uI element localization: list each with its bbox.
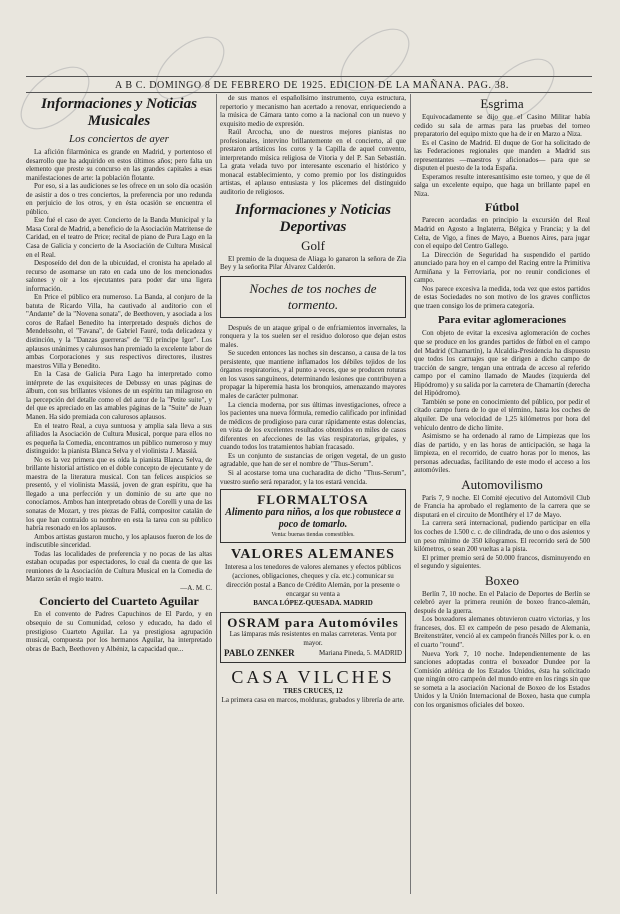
ad-body: Alimento para niños, a los que robustece a poco de tomarlo. [225, 507, 401, 531]
article-title-boxeo: Boxeo [485, 572, 519, 588]
ad-bank: BANCA LÓPEZ-QUESADA. MADRID [253, 599, 373, 608]
paragraph: de sus manos el españolísimo instrumento, cuya estructura, repertorio y mecanismo han acertado a renovar, enriqueciendo a la música de Cámara tanto como a la nacional con un nuevo y exquisito medio de expresión. [220, 94, 406, 128]
section-title-sports: Informaciones y Noticias Deportivas [235, 201, 391, 235]
paragraph: Raúl Arcocha, uno de nuestros mejores pianistas no profesionales, intervino brillantemente en el concierto, al que prestaron artísticos los coros y la Capilla de aquel convento, interpretando música religiosa de Vitoria y del P. San Sebastián. La grata velada tuvo por interesante escenario el histórico y monacal establecimiento, y como premio por los distinguidos artistas, el aplauso entusiasta y los plácemes del distinguido auditorio de religiosos. [220, 128, 406, 197]
paragraph: Si al acostarse toma una cucharadita de dicho "Thus-Serum", vuestro sueño será reparador, y la tos estará vencida. [220, 468, 406, 486]
header-rule-top [26, 76, 592, 77]
ad-brand: PABLO ZENKER [224, 648, 295, 659]
paragraph: Parecen acordadas en principio la excursión del Real Madrid en Agosto a Inglaterra, Bélgica y Francia; y la del Celta, de Vigo, a fines de Mayo, a Buenos Aires, para jugar con el equipo del Centro Gallego. [414, 216, 590, 251]
paragraph: En la Casa de Galicia Pura Lago ha interpretado como intérprete de las exquisiteces de Debussy en unas páginas de álbum, con sus brillantes visiones de un espíritu tan milagroso en la percepción del detalle como el del autor de la "Petite suite", y del que es apreciado en las amables páginas de la "Suite" de Juan Manen. Ha sido premiada con calurosos aplausos. [26, 370, 212, 421]
ad-casa-vilches [220, 667, 406, 705]
paragraph: En el convento de Padres Capuchinos de El Pardo, y en obsequio de su Comunidad, celoso y educado, ha dado el prestigioso Cuarteto Aguilar. La ya prestigiosa agrupación musical, compuesta por los hermanos Aguilar, ha interpretado obras de Bach, Beethoven y Albéniz, la capacidad que... [26, 610, 212, 653]
paragraph: Con objeto de evitar la excesiva aglomeración de coches que se produce en los grandes partidos de fútbol en el campo del Madrid (Chamartín), la Alcaldía-Presidencia ha dispuesto que todos los carruajes que se dirigen a dicho campo de tracción de sangre, tengan una entrada de acceso al referido campo por el camino llamado de Maudes (izquierda del Hipódromo) y su salida por la carretera de Chamartín (derecha del Hipódromo). [414, 329, 590, 398]
ad-title: VALORES ALEMANES [231, 547, 395, 563]
paragraph: Berlín 7, 10 noche. En el Palacio de Deportes de Berlín se celebró ayer la primera reunión de boxeo franco-alemán, después de la guerra. [414, 589, 590, 615]
signature: —A. M. C. [180, 583, 212, 592]
article-title-esgrima: Esgrima [480, 96, 524, 111]
ad-flormaltosa [220, 489, 406, 543]
paragraph: También se pone en conocimiento del público, por pedir el citado campo fuera de lo que el término, hasta los coches de alquiler. De una velocidad de 1,25 kilómetros por hora del vehículo dentro de dicho límite. [414, 397, 590, 432]
column-sports-news [414, 94, 590, 899]
article-title-futbol: Fútbol [484, 200, 519, 215]
paragraph: En el teatro Real, a cuya suntuosa y amplia sala lleva a sus afiliados la Asociación de Cultura Musical, porque para ellos no es pequeña la Comedia, encontramos un público numeroso y muy distinguido: la pianista Blanca Selva y el violinista J. Massiá. [26, 421, 212, 456]
ad-title: CASA VILCHES [231, 667, 395, 688]
ad-title: OSRAM para Automóviles [227, 615, 399, 631]
ad-body: Interesa a los tenedores de valores alemanes y efectos públicos (acciones, obligaciones, cheques y cía. etc.) comunicar su dirección postal a Banco de Crédito Alemán, por la presente o encargar su venta a [225, 563, 401, 599]
column-divider [410, 94, 411, 894]
ad-note: Venta: buenas tiendas comestibles. [271, 532, 355, 539]
paragraph: Después de un ataque gripal o de enfriamientos invernales, la ronquera y la tos suelen ser el residuo doloroso que dejan estos males. [220, 323, 406, 349]
paragraph: Ese fué el caso de ayer. Concierto de la Banda Municipal y la Masa Coral de Madrid, a beneficio de la Asociación Matritense de Caridad, en el teatro de Price; recital de piano de Pura Lago en la Casa de Galicia y concierto de la Asociación de Cultura Musical en el Real. [26, 216, 212, 259]
paragraph: Se suceden entonces las noches sin descanso, a causa de la tos persistente, que mantiene inflamados los débiles tejidos de los órganos respiratorios, y al punto a veces, que se producen roturas en los vasos sanguíneos, determinando lesiones que contribuyen a propagar la hiperemia hasta los bronquios, amenazando mayores males de carácter pulmonar. [220, 349, 406, 401]
paragraph: La carrera será internacional, pudiendo participar en ella los coches de 1.500 c. c. de cilindrada, de uno o dos asientos y un peso mínimo de 350 kilogramos. El recorrido será de 500 kilómetros, o sean 200 vueltas a la pista. [414, 519, 590, 554]
header-rule-bottom [26, 92, 592, 93]
section-title-music: Informaciones y Noticias Musicales [41, 96, 197, 129]
paragraph: Es el Casino de Madrid. El duque de Gor ha solicitado de las Federaciones regionales que manden a Madrid sus representantes —maestros y aficionados— para que se disputen el puesto de la toda España. [414, 138, 590, 173]
column-divider [216, 94, 217, 894]
paragraph: La ciencia moderna, por sus últimas investigaciones, ofrece a los pacientes una nueva fórmula, remedio calificado por infinidad de médicos de prodigioso para curar rápidamente estas dolencias, en vista de los excelentes resultados obtenidos en miles de casos diferentes en afecciones de las vías respiratorias, gripales, y cuando todos los tratamientos habían fracasado. [220, 400, 406, 452]
paragraph: Ambos artistas gustaron mucho, y los aplausos fueron de los de indiscutible sinceridad. [26, 532, 212, 550]
paragraph: Asimismo se ha ordenado al ramo de Limpiezas que los días de partido, y en las horas de anticipación, se haga la limpieza, en el recorrido, de cuatro horas por lo menos, las personas adecuadas, facilitando de este modo el acceso a los automóviles. [414, 432, 590, 475]
article-title-golf: Golf [301, 237, 325, 253]
article-title-automovilismo: Automovilismo [461, 476, 543, 492]
column-music [26, 94, 212, 899]
ad-body: Las lámparas más resistentes en malas carreteras. Venta por mayor. [229, 630, 397, 648]
paragraph: No es la vez primera que es oída la pianista Blanca Selva, de brillante historial artístico en el doble concepto de ejecutante y de maestra de la literatura musical. Con tan felices auspicios se presentó, y el violinista Massiá, joven de gran espíritu, que ha llegado a una perfección y un dominio de su arte que no conocíamos. Ambos han interpretado obras de Corelli y una de las sonatas de Mozart, y tres piezas de Fallá, compositor catalán de los que han contraído su nombre en esta la tarea con su público habría resonado en los aplausos. [26, 455, 212, 533]
paragraph: En Price el público era numeroso. La Banda, al conjuro de la batuta de Ricardo Villa, ha cautivado al auditorio con el "Andante" de la "Novena sonata", de Beethoven, y asociada a los coros de Rafael Benedito ha interpretado después dichos de Mendelssohn, el "Favana", de Gabriel Fauré, toda delicadeza y distinción, y la "Danzas guerreras" de "El príncipe Igor". Los aplausos unánimes y calurosos han premiado la excelente labor de ambas Corporaciones y sus respectivos directores, ilustres maestros Villa y Benedito. [26, 293, 212, 370]
ad-address: TRES CRUCES, 12 [283, 687, 343, 696]
article-title-cuarteto: Concierto del Cuarteto Aguilar [39, 594, 199, 609]
article-title-conciertos: Los conciertos de ayer [69, 133, 169, 145]
ad-valores [220, 547, 406, 608]
paragraph: Es un conjunto de sustancias de origen vegetal, de un gusto agradable, que han de ser el nombre de "Thus-Serum". [220, 451, 406, 469]
paragraph: Los boxeadores alemanes obtuvieron cuatro victorias, y los franceses, dos. El ex campeón de peso pesado de Alemania, Breitensträter, venció al ex campeón francés Nilles por k. o. en el cuarto "round". [414, 615, 590, 649]
paragraph: Desposeído del don de la ubicuidad, el cronista ha apelado al recurso de asomarse un rato en cada uno de los mencionados salones y oír a los ejecutantes para poder dar una ligera información. [26, 259, 212, 293]
paragraph: La afición filarmónica es grande en Madrid, y portentoso el desarrollo que ha adquirido en estos últimos años; pero falta un elemento que preste su concurso en las grandes capitales a esas manifestaciones de arte: la población flotante. [26, 148, 212, 182]
column-sports [220, 94, 406, 899]
paragraph: La Dirección de Seguridad ha suspendido el partido anunciado para hoy en el campo del Racing entre la Primitiva Armiñana y la Ferroviaria, por no reunir condiciones el campo. [414, 250, 590, 285]
paragraph: Nueva York 7, 10 noche. Independientemente de las sanciones adoptadas contra el boxeador Dundee por la Comisión atlética de los Estados Unidos, ésta ha solicitado que ningún otro campeón del mundo entre en los rings sin que se someta a la asociación Nacional de Boxeo de los Estados Unidos y la Unión Internacional de Boxeo, hasta que cumpla con los organismos oficiales del boxeo. [414, 649, 590, 709]
paragraph: El primer premio será de 50.000 francos, disminuyendo en el segundo y siguientes. [414, 553, 590, 571]
paragraph: Por eso, si a las audiciones se les ofrece en un solo día ocasión de asistir a dos o tres conciertos, la preferencia por uno redunda en perjuicio de los otros, y en ésta ocasión se encuentra el público. [26, 182, 212, 216]
article-title-aglomeraciones: Para evitar aglomeraciones [437, 314, 567, 327]
paragraph: Todas las localidades de preferencia y no pocas de las altas estaban ocupadas por espectadores, lo cual da cuenta de que las reuniones de la Asociación de Cultura Musical en la Comedia de Marzo serán el regio teatro. [26, 549, 212, 584]
ad-body: La primera casa en marcos, molduras, grabados y librería de arte. [221, 696, 405, 705]
paragraph: Equivocadamente se dijo que el Casino Militar había cedido su sala de armas para las pruebas del torneo preparatorio del equipo mixto que ha de ir en Marzo a Niza. [414, 113, 590, 139]
paragraph: Nos parece excesiva la medida, toda vez que estos partidos de estas Sociedades no son motivo de los graves conflictos que traen consigo los de primera categoría. [414, 284, 590, 310]
ad-osram [220, 612, 406, 663]
page-header: A B C. DOMINGO 8 DE FEBRERO DE 1925. EDICION DE LA MAÑANA. PAG. 38. [114, 80, 509, 91]
paragraph: Esperamos resulte interesantísimo este torneo, y que de él salga un excelente equipo, que haga un brillante papel en Niza. [414, 172, 590, 198]
paragraph: El premio de la duquesa de Aliaga lo ganaron la señora de Zia Bey y la señorita Pilar Álvarez Calderón. [220, 254, 406, 272]
ad-headline-box: Noches de tos noches de tormento. [220, 276, 406, 318]
paragraph: París 7, 9 noche. El Comité ejecutivo del Automóvil Club de Francia ha aprobado el reglamento de la carrera que se disputará en el circuito de Montlhéry el 17 de Mayo. [414, 493, 590, 519]
ad-title: FLORMALTOSA [257, 492, 369, 508]
ad-address: Mariana Pineda, 5. MADRID [318, 649, 402, 658]
